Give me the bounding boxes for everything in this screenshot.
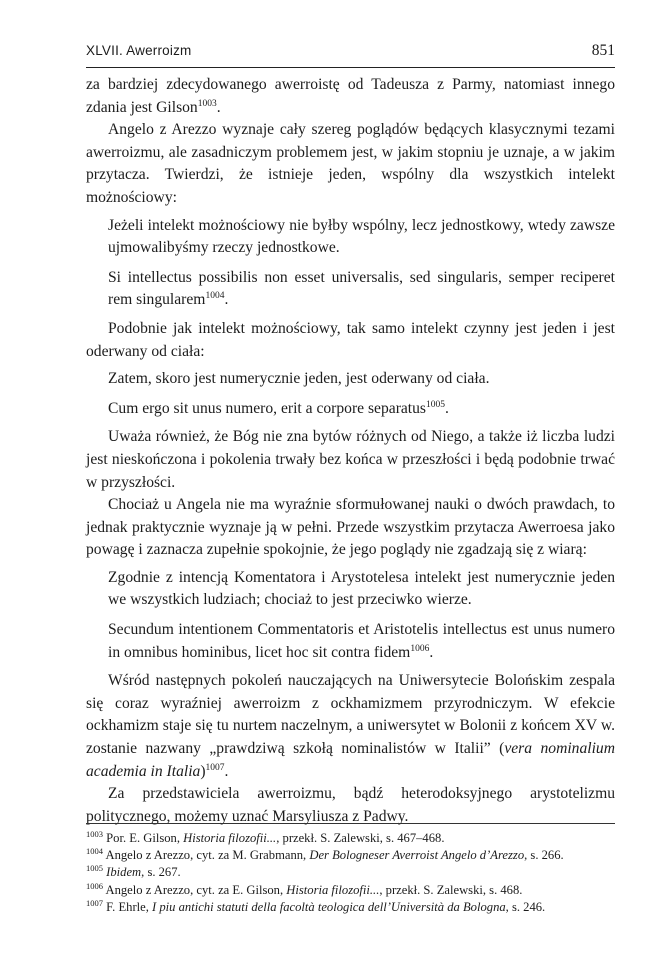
footnote-number: 1006: [86, 880, 103, 891]
quote-polish: Jeżeli intelekt możnościowy nie byłby wspólny, lecz jednostkowy, wtedy zawsze ujmowalibyśmy rzeczy jednostkowe.: [108, 216, 615, 257]
paragraph: Podobnie jak intelekt możnościowy, tak samo intelekt czynny jest jeden i jest oderwany od ciała:: [86, 319, 615, 360]
footnote: $^{1005}$ Ibidem, s. 267.: [86, 863, 181, 880]
block-quote: [108, 567, 615, 664]
footnote: $^{1007}$ F. Ehrle, I piu antichi statuti della facoltà teologica dell’Università da Bologna, s. 246.: [86, 897, 546, 914]
block-quote: [108, 368, 615, 420]
footnote-number: 1005: [86, 863, 103, 874]
quote-latin: Cum ergo sit unus numero, erit a corpore separatus$^{1005}$.: [108, 399, 449, 417]
footnote-ref[interactable]: 1007: [205, 762, 225, 773]
paragraph: Chociaż u Angela nie ma wyraźnie sformułowanej nauki o dwóch prawdach, to jednak praktycznie wyznaje ją w pełni. Przede wszystkim przytacza Awerroesa jako powagę i zaznacza zupełnie spokojnie, że jego poglądy nie zgadzają się z wiarą:: [86, 496, 615, 559]
footnote: $^{1003}$ Por. E. Gilson, Historia filozofii..., przekł. S. Zalewski, s. 467–468.: [86, 829, 445, 845]
running-header: [86, 40, 615, 68]
quote-latin: Secundum intentionem Commentatoris et Aristotelis intellectus est unus numero in omnibus hominibus, licet hoc sit contra fidem$^{1006}$.: [108, 621, 615, 661]
footnote-ref[interactable]: 1004: [205, 291, 225, 302]
footnote-ref[interactable]: 1006: [410, 643, 430, 654]
paragraph: Uważa również, że Bóg nie zna bytów różnych od Niego, a także iż liczba ludzi jest nieskończona i pokolenia trwały bez końca w przeszłości i będą podobnie trwać w przyszłości.: [86, 428, 615, 491]
footnote-number: 1004: [86, 846, 103, 857]
paragraph: Wśród następnych pokoleń nauczających na Uniwersytecie Bolońskim zespala się coraz wyraźniej awerroizm z ockhamizmem przyrodniczym. W efekcie ockhamizm staje się tu nurtem naczelnym, a uniwersytet w Bolonii z końcem XV w. zostanie nazwany „prawdziwą szkołą nominalistów w Italii” (vera nominalium academia in Italia)$^{1007}$.: [86, 672, 615, 780]
quote-latin: Si intellectus possibilis non esset universalis, sed singularis, semper reciperet rem singularem$^{1004}$.: [108, 268, 615, 309]
paragraph: Angelo z Arezzo wyznaje cały szereg poglądów będących klasycznymi tezami awerroizmu, ale zasadniczym problemem jest, w jakim stopniu je uznaje, a w jakim przytacza. Twierdzi, że istnieje jeden, wspólny dla wszystkich intelekt możnościowy:: [86, 121, 615, 206]
page-body: [86, 40, 615, 828]
paragraph: za bardziej zdecydowanego awerroistę od Tadeusza z Parmy, natomiast innego zdania jest Gilson$^{1003}$.: [86, 76, 615, 116]
page-number: 851: [591, 42, 615, 59]
block-quote: [108, 215, 615, 312]
footnote-ref[interactable]: 1003: [197, 98, 217, 109]
footnotes: [86, 823, 615, 916]
paragraph: Za przedstawiciela awerroizmu, bądź heterodoksyjnego arystotelizmu politycznego, możemy uznać Marsyliusza z Padwy.: [86, 785, 615, 825]
footnote-ref[interactable]: 1005: [426, 399, 446, 410]
footnote: $^{1006}$ Angelo z Arezzo, cyt. za E. Gilson, Historia filozofii..., przekł. S. Zalewski, s. 468.: [86, 880, 523, 897]
footnote-number: 1003: [86, 829, 103, 839]
quote-polish: Zatem, skoro jest numerycznie jeden, jest oderwany od ciała.: [108, 370, 490, 388]
footnote-number: 1007: [86, 897, 103, 908]
section-title: XLVII. Awerroizm: [86, 43, 192, 58]
quote-polish: Zgodnie z intencją Komentatora i Arystotelesa intelekt jest numerycznie jeden we wszystkich ludziach; chociaż to jest przeciwko wierze.: [108, 568, 615, 609]
latin-phrase: vera nominalium academia in Italia: [86, 740, 615, 780]
footnote: $^{1004}$ Angelo z Arezzo, cyt. za M. Grabmann, Der Bologneser Averroist Angelo d’Arezzo, s. 266.: [86, 846, 564, 863]
